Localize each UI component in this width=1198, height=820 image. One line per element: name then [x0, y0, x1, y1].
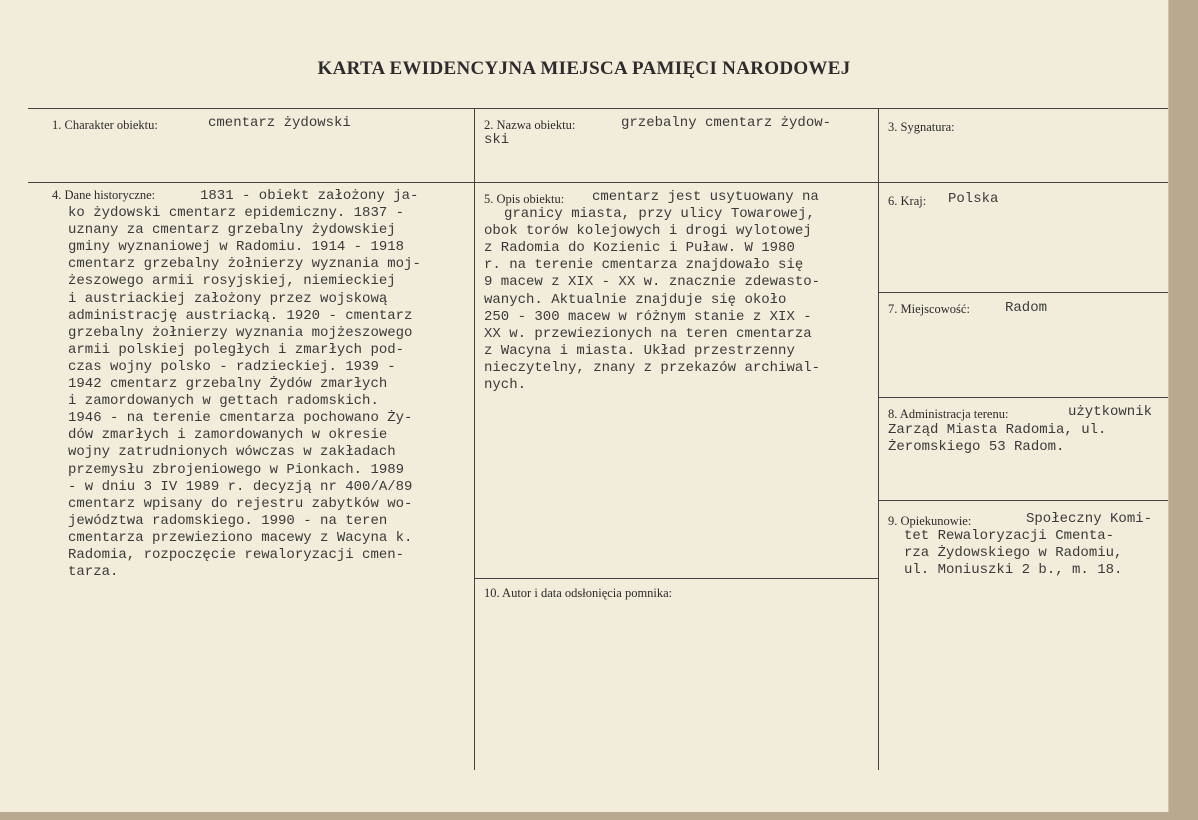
opis-line: wanych. Aktualnie znajduje się około	[484, 291, 787, 308]
autor-label: 10. Autor i data odsłonięcia pomnika:	[484, 586, 673, 600]
dane-line: jewództwa radomskiego. 1990 - na teren	[68, 512, 388, 529]
dane-line: przemysłu zbrojeniowego w Pionkach. 1989	[68, 461, 405, 478]
dane-line: czas wojny polsko - radzieckiej. 1939 -	[68, 358, 396, 375]
administracja-line: Zarząd Miasta Radomia, ul.	[888, 422, 1107, 438]
dane-line: cmentarza przewieziono macewy z Wacyna k.	[68, 529, 413, 546]
dane-line: gminy wyznaniowej w Radomiu. 1914 - 1918	[68, 239, 405, 256]
opis-line: 9 macew z XIX - XX w. znacznie zdewasto-	[484, 274, 821, 291]
dane-line: grzebalny żołnierzy wyznania mojżeszowego	[68, 324, 413, 341]
opis-line: granicy miasta, przy ulicy Towarowej,	[504, 206, 815, 223]
administracja-line: Żeromskiego 53 Radom.	[888, 439, 1065, 456]
kraj-label: 6. Kraj:	[888, 194, 927, 208]
dane-line: uznany za cmentarz grzebalny żydowskiej	[68, 222, 396, 239]
dane-line: armii polskiej poległych i zmarłych pod-	[68, 341, 405, 358]
miejscowosc-label: 7. Miejscowość:	[888, 302, 970, 316]
card-title: KARTA EWIDENCYJNA MIEJSCA PAMIĘCI NARODOWEJ	[317, 58, 851, 79]
nazwa-value	[621, 115, 831, 132]
dane-line: 1942 cmentarz grzebalny Żydów zmarłych	[68, 376, 388, 393]
sygnatura-label: 3. Sygnatura:	[888, 120, 955, 134]
dane-line: i zamordowanych w gettach radomskich.	[68, 393, 379, 410]
nazwa-label: 2. Nazwa obiektu:	[484, 118, 576, 132]
dane-line: ko żydowski cmentarz epidemiczny. 1837 -	[68, 205, 405, 222]
divider-col1	[474, 108, 475, 770]
divider-top	[28, 108, 1168, 109]
kraj-value: Polska	[948, 191, 999, 207]
dane-line: - w dniu 3 IV 1989 r. decyzją nr 400/A/89	[68, 478, 413, 495]
opis-line: z Radomia do Kozienic i Puław. W 1980	[484, 240, 795, 257]
dane-line: 1946 - na terenie cmentarza pochowano Ży-	[68, 410, 413, 427]
opis-line: XX w. przewiezionych na teren cmentarza	[484, 325, 812, 342]
opiekunowie-line: tet Rewaloryzacji Cmenta-	[904, 528, 1115, 545]
divider-kraj	[878, 292, 1168, 293]
dane-line: administrację austriacką. 1920 - cmentarz	[68, 307, 413, 324]
dane-line: i austriackiej założony przez wojskową	[68, 290, 388, 307]
divider-col2	[878, 108, 879, 770]
administracja-label: 8. Administracja terenu:	[888, 407, 1009, 421]
dane-line: dów zmarłych i zamordowanych w okresie	[68, 427, 388, 444]
dane-text	[68, 205, 421, 581]
opis-line: nieczytelny, znany z przekazów archiwal-	[484, 359, 821, 376]
dane-line: wojny zatrudnionych wówczas w zakładach	[68, 444, 396, 461]
dane-line: tarza.	[68, 564, 119, 581]
opiekunowie-text	[904, 528, 1122, 579]
dane-line: cmentarz wpisany do rejestru zabytków wo-	[68, 495, 413, 512]
opiekunowie-label: 9. Opiekunowie:	[888, 514, 972, 528]
opis-line: z Wacyna i miasta. Układ przestrzenny	[484, 342, 795, 359]
dane-label: 4. Dane historyczne:	[52, 188, 156, 202]
divider-administracja	[878, 500, 1168, 501]
opiekunowie-line: rza Żydowskiego w Radomiu,	[904, 545, 1123, 562]
opiekunowie-line-0: Społeczny Komi-	[1026, 511, 1153, 527]
administracja-text	[888, 422, 1106, 456]
opis-label: 5. Opis obiektu:	[484, 192, 565, 206]
charakter-value: cmentarz żydowski	[208, 115, 351, 131]
administracja-line-0: użytkownik	[1068, 404, 1153, 420]
opis-line: obok torów kolejowych i drogi wylotowej	[484, 223, 812, 240]
dane-line: cmentarz grzebalny żołnierzy wyznania moj-	[68, 256, 421, 273]
miejscowosc-value: Radom	[1005, 300, 1048, 316]
nazwa-value-cont: ski	[484, 132, 510, 148]
opis-text	[484, 206, 820, 394]
dane-line: żeszowego armii rosyjskiej, niemieckiej	[68, 273, 396, 290]
opis-line: 250 - 300 macew w różnym stanie z XIX -	[484, 308, 812, 325]
divider-miejscowosc	[878, 397, 1168, 398]
opis-line: nych.	[484, 377, 527, 394]
divider-autor	[474, 578, 878, 579]
dane-line: Radomia, rozpoczęcie rewaloryzacji cmen-	[68, 546, 405, 563]
opis-line-0: cmentarz jest usytuowany na	[592, 189, 819, 205]
dane-line-0: 1831 - obiekt założony ja-	[200, 188, 419, 204]
opiekunowie-line: ul. Moniuszki 2 b., m. 18.	[904, 562, 1123, 579]
nazwa-line: grzebalny cmentarz żydow-	[621, 115, 832, 131]
divider-row1	[28, 182, 1168, 183]
opis-line: r. na terenie cmentarza znajdowało się	[484, 257, 804, 274]
charakter-label: 1. Charakter obiektu:	[52, 118, 158, 132]
